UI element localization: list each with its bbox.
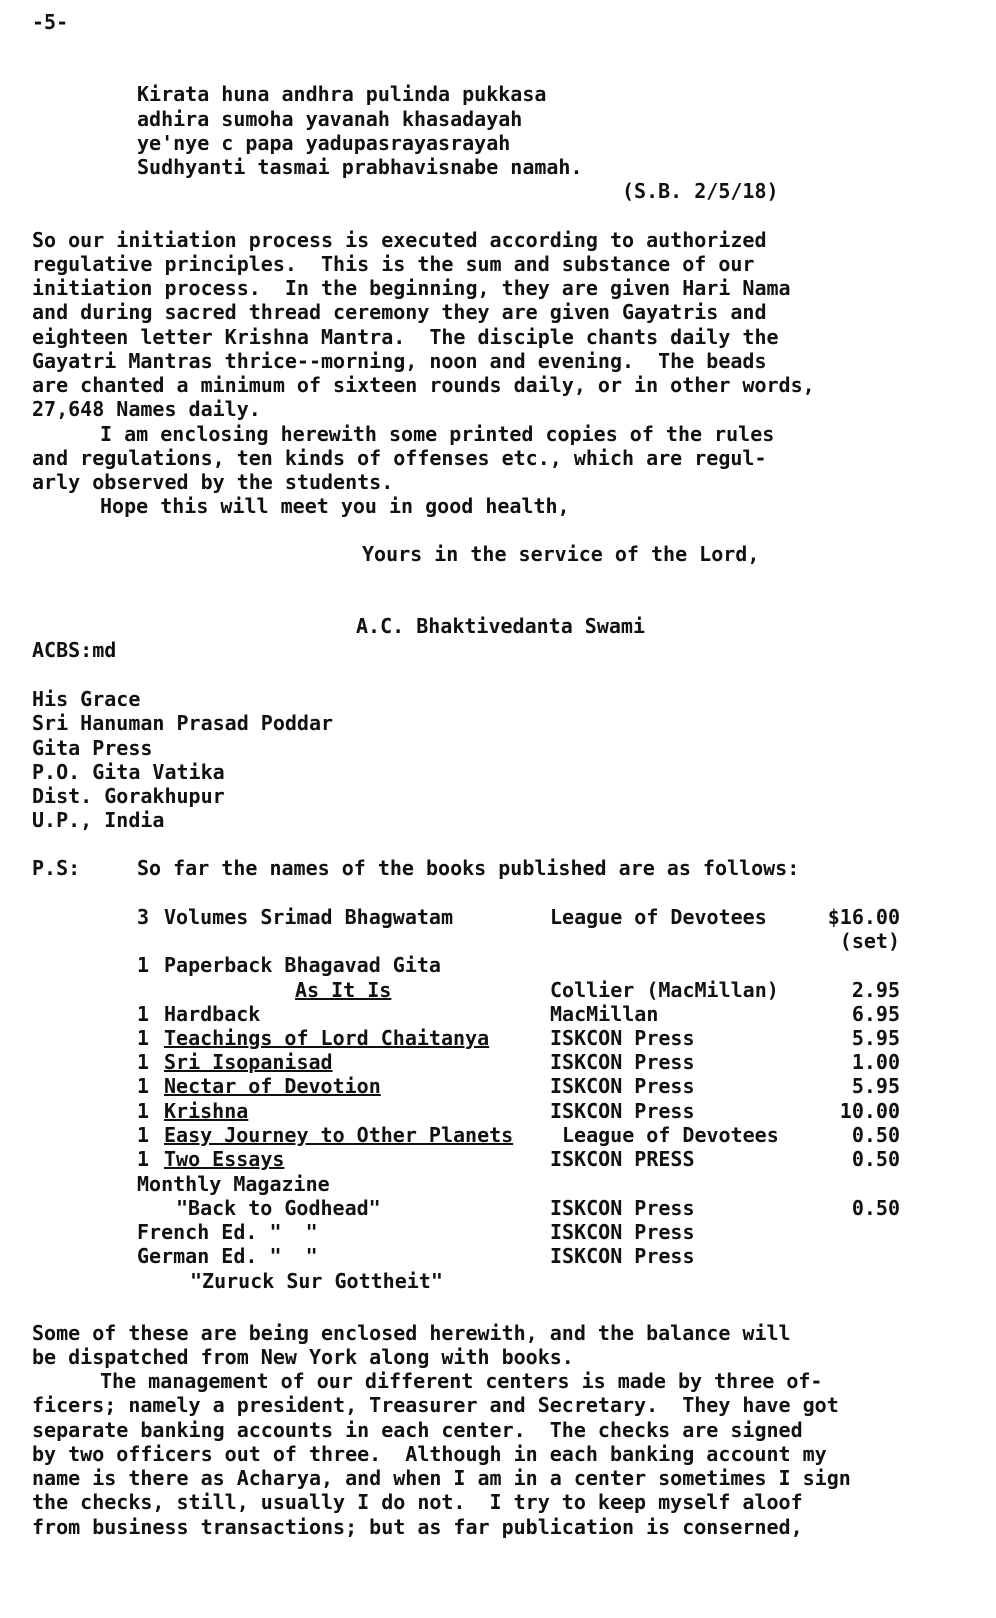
book-price: $16.00 [827,905,900,929]
paragraph-line: separate banking accounts in each center. The checks are signed [32,1418,803,1442]
book-title: Two Essays [164,1147,285,1171]
paragraph-line: regulative principles. This is the sum and substance of our [32,252,755,276]
address-line: Gita Press [32,736,153,760]
book-publisher: League of Devotees [550,905,767,929]
book-price: 0.50 [851,1196,900,1220]
book-price: 0.50 [851,1147,900,1171]
book-title: Easy Journey to Other Planets [164,1123,514,1147]
book-title: As It Is [295,978,392,1002]
paragraph-line: by two officers out of three. Although in each banking account my [32,1442,827,1466]
closing: Yours in the service of the Lord, [362,542,760,566]
book-title: French Ed. " " [137,1220,318,1244]
book-price: 5.95 [851,1074,900,1098]
book-price: 10.00 [839,1099,900,1123]
book-title: Monthly Magazine [137,1172,330,1196]
book-publisher: ISKCON PRESS [550,1147,695,1171]
paragraph-line: from business transactions; but as far publication is conserned, [32,1515,803,1539]
book-qty: 3 [137,905,150,929]
verse-reference: (S.B. 2/5/18) [622,179,779,203]
book-title: Sri Isopanisad [164,1050,333,1074]
book-qty: 1 [137,1147,150,1171]
ps-text: So far the names of the books published are as follows: [137,856,800,880]
book-qty: 1 [137,1099,150,1123]
verse-line: Sudhyanti tasmai prabhavisnabe namah. [137,155,583,179]
book-title: Krishna [164,1099,249,1123]
book-price: 1.00 [851,1050,900,1074]
ps-label: P.S: [32,856,81,880]
book-publisher: ISKCON Press [550,1196,695,1220]
paragraph-line: initiation process. In the beginning, they are given Hari Nama [32,276,791,300]
book-price: (set) [839,929,900,953]
paragraph-line: Some of these are being enclosed herewith, and the balance will [32,1321,791,1345]
paragraph-line: 27,648 Names daily. [32,397,261,421]
book-qty: 1 [137,1050,150,1074]
book-publisher: ISKCON Press [550,1074,695,1098]
signature: A.C. Bhaktivedanta Swami [356,614,645,638]
book-publisher: ISKCON Press [550,1220,695,1244]
book-price: 6.95 [851,1002,900,1026]
paragraph-line: So our initiation process is executed according to authorized [32,228,767,252]
address-line: His Grace [32,687,141,711]
book-title: Paperback Bhagavad Gita [164,953,441,977]
paragraph-line: eighteen letter Krishna Mantra. The disciple chants daily the [32,325,779,349]
book-qty: 1 [137,1026,150,1050]
paragraph-line: be dispatched from New York along with books. [32,1345,574,1369]
address-line: Dist. Gorakhupur [32,784,225,808]
paragraph-line: The management of our different centers is made by three of- [100,1369,823,1393]
book-title: "Back to Godhead" [176,1196,381,1220]
book-qty: 1 [137,953,150,977]
paragraph-line: are chanted a minimum of sixteen rounds daily, or in other words, [32,373,815,397]
address-line: Sri Hanuman Prasad Poddar [32,711,334,735]
book-publisher: MacMillan [550,1002,659,1026]
book-title: "Zuruck Sur Gottheit" [190,1269,443,1293]
verse-line: Kirata huna andhra pulinda pukkasa [137,82,547,106]
book-publisher: ISKCON Press [550,1099,695,1123]
paragraph-line: arly observed by the students. [32,470,394,494]
paragraph-line: I am enclosing herewith some printed copies of the rules [100,422,775,446]
paragraph-line: ficers; namely a president, Treasurer and Secretary. They have got [32,1393,839,1417]
book-publisher: ISKCON Press [550,1050,695,1074]
book-price: 0.50 [851,1123,900,1147]
verse-line: ye'nye c papa yadupasrayasrayah [137,131,511,155]
book-publisher: Collier (MacMillan) [550,978,779,1002]
paragraph-line: and during sacred thread ceremony they are given Gayatris and [32,300,767,324]
verse-line: adhira sumoha yavanah khasadayah [137,107,523,131]
book-price: 5.95 [851,1026,900,1050]
book-title: Nectar of Devotion [164,1074,381,1098]
book-title: German Ed. " " [137,1244,318,1268]
initials: ACBS:md [32,638,117,662]
book-title: Teachings of Lord Chaitanya [164,1026,490,1050]
paragraph-line: Hope this will meet you in good health, [100,494,570,518]
page-number: -5- [32,10,69,34]
paragraph-line: name is there as Acharya, and when I am in a center sometimes I sign [32,1466,851,1490]
book-publisher: ISKCON Press [550,1244,695,1268]
paragraph-line: and regulations, ten kinds of offenses etc., which are regul- [32,446,767,470]
book-qty: 1 [137,1123,150,1147]
book-title: Volumes Srimad Bhagwatam [164,905,453,929]
book-price: 2.95 [851,978,900,1002]
address-line: P.O. Gita Vatika [32,760,225,784]
paragraph-line: the checks, still, usually I do not. I try to keep myself aloof [32,1490,803,1514]
address-line: U.P., India [32,808,165,832]
book-publisher: ISKCON Press [550,1026,695,1050]
book-qty: 1 [137,1074,150,1098]
book-publisher: League of Devotees [562,1123,779,1147]
book-qty: 1 [137,1002,150,1026]
book-title: Hardback [164,1002,261,1026]
paragraph-line: Gayatri Mantras thrice--morning, noon and evening. The beads [32,349,767,373]
